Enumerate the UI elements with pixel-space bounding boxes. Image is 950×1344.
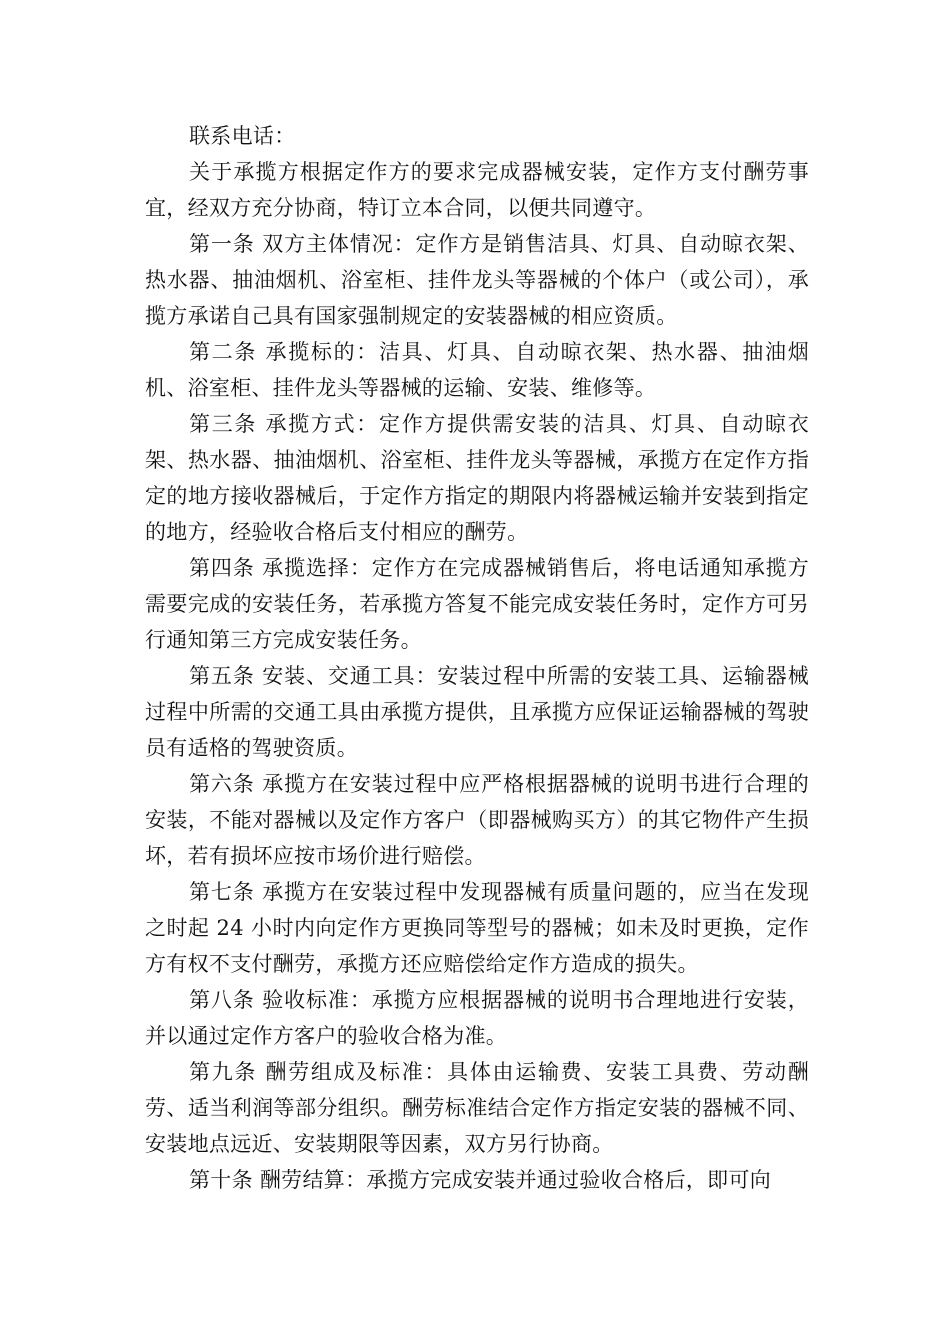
document-page [145,118,809,1198]
article-7-paragraph: 第七条 承揽方在安装过程中发现器械有质量问题的，应当在发现之时起 24 小时内向定作方更换同等型号的器械；如未及时更换，定作方有权不支付酬劳，承揽方还应赔偿给定作方造成的损失。 [145,880,809,976]
article-3-paragraph: 第三条 承揽方式：定作方提供需安装的洁具、灯具、自动晾衣架、热水器、抽油烟机、浴室柜、挂件龙头等器械，承揽方在定作方指定的地方接收器械后，于定作方指定的期限内将器械运输并安装到指定的地方，经验收合格后支付相应的酬劳。 [145,412,809,544]
article-1-paragraph: 第一条 双方主体情况：定作方是销售洁具、灯具、自动晾衣架、热水器、抽油烟机、浴室柜、挂件龙头等器械的个体户（或公司），承揽方承诺自己具有国家强制规定的安装器械的相应资质。 [145,232,809,328]
preamble-paragraph: 关于承揽方根据定作方的要求完成器械安装，定作方支付酬劳事宜，经双方充分协商，特订立本合同，以便共同遵守。 [145,160,809,220]
article-10-paragraph: 第十条 酬劳结算：承揽方完成安装并通过验收合格后，即可向 [189,1168,772,1192]
article-6-paragraph: 第六条 承揽方在安装过程中应严格根据器械的说明书进行合理的安装，不能对器械以及定作方客户（即器械购买方）的其它物件产生损坏，若有损坏应按市场价进行赔偿。 [145,772,809,868]
article-2-paragraph: 第二条 承揽标的：洁具、灯具、自动晾衣架、热水器、抽油烟机、浴室柜、挂件龙头等器械的运输、安装、维修等。 [145,340,809,400]
article-9-paragraph: 第九条 酬劳组成及标准：具体由运输费、安装工具费、劳动酬劳、适当利润等部分组织。酬劳标准结合定作方指定安装的器械不同、安装地点远近、安装期限等因素，双方另行协商。 [145,1060,809,1156]
contact-phone-line: 联系电话： [189,124,296,148]
article-5-paragraph: 第五条 安装、交通工具：安装过程中所需的安装工具、运输器械过程中所需的交通工具由承揽方提供，且承揽方应保证运输器械的驾驶员有适格的驾驶资质。 [145,664,809,760]
article-4-paragraph: 第四条 承揽选择：定作方在完成器械销售后，将电话通知承揽方需要完成的安装任务，若承揽方答复不能完成安装任务时，定作方可另行通知第三方完成安装任务。 [145,556,809,652]
article-8-paragraph: 第八条 验收标准：承揽方应根据器械的说明书合理地进行安装，并以通过定作方客户的验收合格为准。 [145,988,809,1048]
